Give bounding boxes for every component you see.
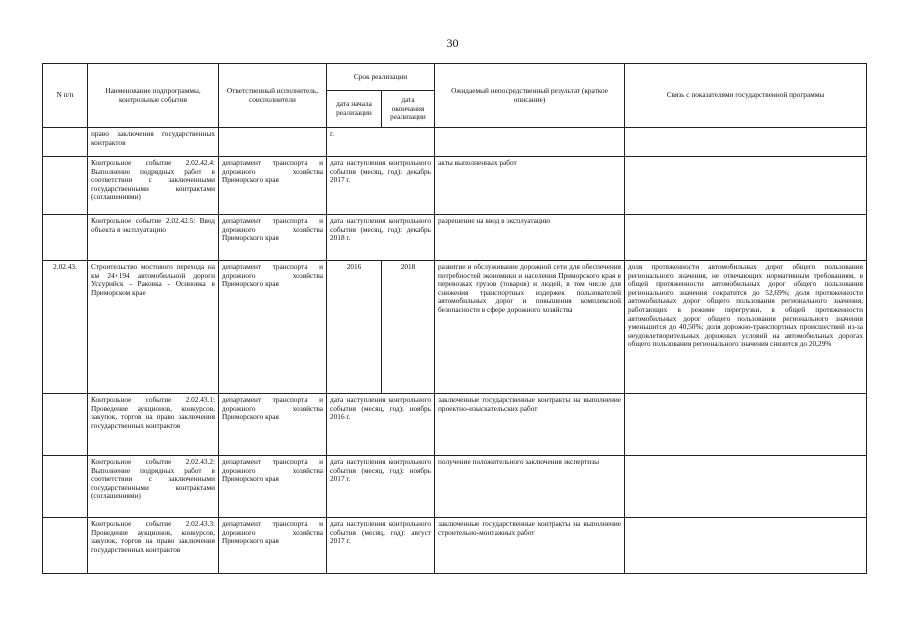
header-executor: Ответственный исполнитель, соисполнители: [219, 64, 327, 128]
header-link: Связь с показателями государственной программы: [625, 64, 867, 128]
cell-name: Строительство мостового перехода на км 24+194 автомобильной дороги Уссурийск - Раковка - Осиновка в Приморском крае: [88, 261, 219, 394]
header-name: Наименование подпрограммы, контрольные события: [88, 64, 219, 128]
cell-num: [43, 128, 88, 157]
table-row: [43, 128, 867, 157]
cell-result: получение положительного заключения экспертизы: [435, 456, 625, 518]
cell-executor: департамент транспорта и дорожного хозяйства Приморского края: [219, 157, 327, 215]
cell-executor: департамент транспорта и дорожного хозяйства Приморского края: [219, 518, 327, 574]
header-end: дата окончания реализации: [382, 91, 435, 128]
cell-link: [625, 157, 867, 215]
cell-link: [625, 394, 867, 456]
cell-date: г.: [327, 128, 435, 157]
cell-num: [43, 157, 88, 215]
header-start: дата начала реализации: [327, 91, 382, 128]
cell-executor: департамент транспорта и дорожного хозяйства Приморского края: [219, 215, 327, 261]
cell-name: Контрольное событие 2.02.43.1: Проведение аукционов, конкурсов, закупок, торгов на право заключения государственных контрактов: [88, 394, 219, 456]
cell-num: [43, 456, 88, 518]
cell-name: право заключения государственных контрактов: [88, 128, 219, 157]
cell-name: Контрольное событие 2.02.42.4: Выполнение подрядных работ в соответствии с заключенными государственными контрактами (соглашениями): [88, 157, 219, 215]
page-number: 30: [446, 36, 459, 50]
cell-link: доля протяженности автомобильных дорог общего пользования регионального значения, не отвечающих нормативным требованиям, в общей протяженности автомобильных дорог общего пользования регионального значения сократится до 52,69%; доля протяженности автомобильных дорог общего пользования регионального значения, работающих в режиме перегрузки, в общей протяженности автомобильных дорог общего пользования регионального значения уменьшится до 40,50%; доля дорожно-транспортных происшествий из-за неудовлетворительных дорожных условий на автомобильных дорогах общего пользования регионального значения снизится до 20,29%: [625, 261, 867, 394]
cell-result: акты выполненных работ: [435, 157, 625, 215]
cell-date: дата наступления контрольного события (месяц, год): ноябрь 2016 г.: [327, 394, 435, 456]
cell-name: Контрольное событие 2.02.42.5: Ввод объекта в эксплуатацию: [88, 215, 219, 261]
table-row: [43, 215, 867, 261]
cell-date: дата наступления контрольного события (месяц, год): август 2017 г.: [327, 518, 435, 574]
table-row: [43, 518, 867, 574]
cell-result: развитие и обслуживание дорожной сети для обеспечения потребностей экономики и населения Приморского края в перевозках грузов (товаров) и людей, в том числе для снижения транспортных издержек пользователей автомобильных дорог и повышения комплексной безопасности в сфере дорожного хозяйства: [435, 261, 625, 394]
cell-date: дата наступления контрольного события (месяц, год): декабрь 2018 г.: [327, 215, 435, 261]
cell-num: 2.02.43.: [43, 261, 88, 394]
cell-result: [435, 128, 625, 157]
cell-executor: департамент транспорта и дорожного хозяйства Приморского края: [219, 456, 327, 518]
table-row: [43, 157, 867, 215]
cell-link: [625, 456, 867, 518]
cell-start-year: 2016: [327, 261, 382, 394]
cell-name: Контрольное событие 2.02.43.2: Выполнение подрядных работ в соответствии с заключенными государственными контрактами (соглашениями): [88, 456, 219, 518]
cell-num: [43, 215, 88, 261]
cell-num: [43, 518, 88, 574]
cell-executor: департамент транспорта и дорожного хозяйства Приморского края: [219, 394, 327, 456]
cell-num: [43, 394, 88, 456]
cell-link: [625, 215, 867, 261]
header-num: N п/п: [43, 64, 88, 128]
cell-date: дата наступления контрольного события (месяц, год): ноябрь 2017 г.: [327, 456, 435, 518]
cell-result: заключенные государственные контракты на выполнение строительно-монтажных работ: [435, 518, 625, 574]
table-row: [43, 456, 867, 518]
cell-date: дата наступления контрольного события (месяц, год): декабрь 2017 г.: [327, 157, 435, 215]
table-row: [43, 394, 867, 456]
cell-end-year: 2018: [382, 261, 435, 394]
cell-link: [625, 518, 867, 574]
table-row: [43, 261, 867, 394]
header-period: Срок реализации: [327, 64, 435, 91]
cell-result: заключенные государственные контракты на выполнение проектно-изыскательских работ: [435, 394, 625, 456]
header-result: Ожидаемый непосредственный результат (краткое описание): [435, 64, 625, 128]
cell-link: [625, 128, 867, 157]
cell-result: разрешение на ввод в эксплуатацию: [435, 215, 625, 261]
program-table: [42, 63, 867, 574]
cell-name: Контрольное событие 2.02.43.3: Проведение аукционов, конкурсов, закупок, торгов на право заключения государственных контрактов: [88, 518, 219, 574]
cell-executor: департамент транспорта и дорожного хозяйства Приморского края: [219, 261, 327, 394]
cell-executor: [219, 128, 327, 157]
